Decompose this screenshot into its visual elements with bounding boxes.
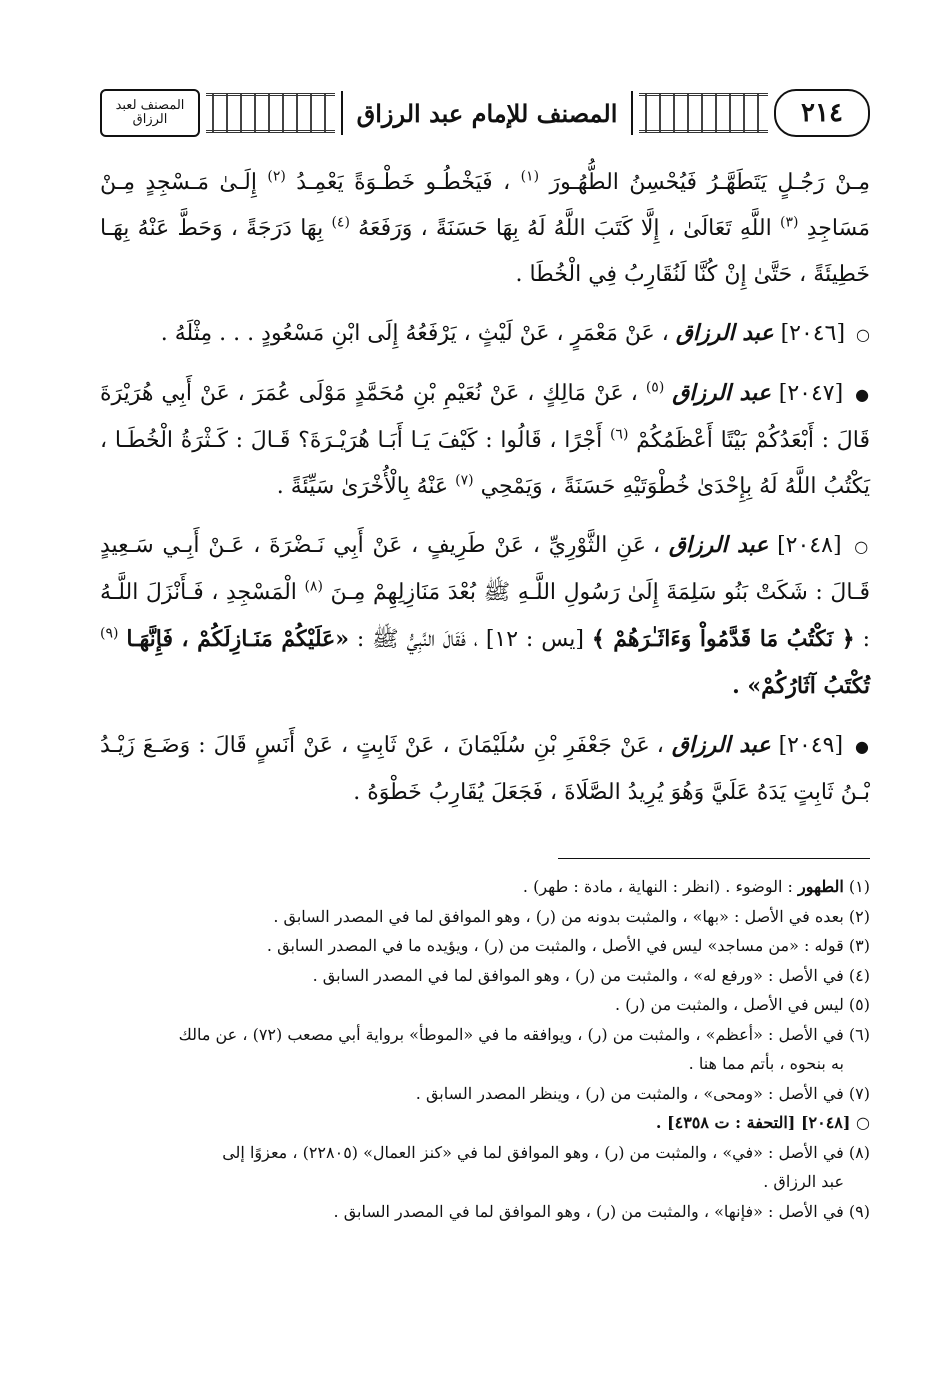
text-segment: ، عَنْ مَالِكٍ ، عَنْ نُعَيْمِ بْنِ مُحَمَّدٍ مَوْلَى عُمَرَ ، عَنْ أَبِي هُرَيْرَةَ قَالَ : أَبْعَدُكُمْ بَيْتًا أَعْظَمُكُمْ (100, 381, 870, 453)
footnote-7: (٧) في الأصل : «ومحى» ، والمثبت من (ر) ، وينظر المصدر السابق . (415, 1083, 870, 1103)
filled-circle-marker: ● (855, 385, 870, 404)
footnotes (100, 872, 870, 1226)
verse-reference: [يس : ١٢] (485, 627, 584, 652)
footnote-ref[interactable]: (١) (520, 168, 540, 185)
hadith-number: [٢٠٤٨] (777, 533, 842, 558)
text-segment: ، عَنِ الثَّوْرِيِّ ، عَنْ طَرِيفٍ ، عَنْ أَبِي نَـضْرَةَ ، عَـنْ أَبِـي سَـعِيدٍ قَـالَ : شَكَتْ بَنُو سَلِمَةَ إِلَىٰ رَسُولِ اللَّـهِ ﷺ بُعْدَ مَنَازِلِهِمْ مِـنَ (100, 533, 870, 605)
narrator-name: عبد الرزاق (675, 320, 774, 346)
text-segment: عَنْهُ بِالْأُخْرَىٰ سَيِّئَةً . (276, 474, 449, 499)
hadith-2048 (100, 522, 870, 710)
text-segment: الْمَسْجِدِ ، فَـأَنْزَلَ اللَّـهُ : (100, 580, 870, 652)
narrator-name: عبد الرزاق (671, 732, 771, 758)
footnote-2: (٢) بعده في الأصل : «بها» ، والمثبت بدونه من (ر) ، وهو الموافق لما في المصدر السابق . (273, 906, 870, 926)
footnote-ref[interactable]: (٣) (780, 214, 799, 231)
footnote-ref[interactable]: (٤) (331, 214, 350, 231)
text-segment: ، فَقَالَ النَّبِيُّ ﷺ : (356, 627, 478, 652)
footnote-term: الطهور (798, 877, 844, 896)
tuhfa-reference: ○ [٢٠٤٨] [التحفة : ت ٤٣٥٨] . (655, 1113, 870, 1132)
hadith-2046 (100, 310, 870, 358)
page-header (100, 88, 870, 138)
footnote-9: (٩) في الأصل : «فإنها» ، والمثبت من (ر) ، وهو الموافق لما في المصدر السابق . (333, 1201, 870, 1221)
footnote-8: (٨) في الأصل : «في» ، والمثبت من (ر) ، وهو الموافق لما في «كنز العمال» (٢٢٨٠٥) ، معزوًا إلى (222, 1142, 870, 1162)
header-ornament-left (206, 93, 335, 133)
text-segment: بِهَا دَرَجَةً ، وَحَطَّ عَنْهُ بِهَـا خَطِيئَةً ، حَتَّىٰ إِنْ كُنَّا لَنُقَارِبُ فِي الْخُطَا . (100, 216, 870, 287)
book-title: المصنف للإمام عبد الرزاق (341, 91, 634, 135)
filled-circle-marker: ● (855, 737, 870, 756)
text-segment: إِلَـىٰ مَـسْجِدٍ مِـنْ مَسَاجِدِ (100, 170, 870, 241)
text-segment: ، فَيَخْطُـو خَطْـوَةً يَعْمِـدُ (296, 170, 511, 195)
footnote-6-continuation: به بنحوه ، بأتم مما هنا . (688, 1054, 844, 1073)
text-segment: أَجْرًا ، قَالُوا : كَيْفَ يَـا أَبَـا هُرَيْـرَةَ؟ قَـالَ : كَـثْرَةُ الْخُطَـا ، يَكْتُبُ اللَّهُ لَهُ بِإِحْدَىٰ خُطْوَتَيْهِ حَسَنَةً ، وَيَمْحِي (100, 428, 870, 499)
footnote-1 (100, 872, 870, 902)
hadith-number: [٢٠٤٧] (778, 381, 844, 406)
footnote-text: : الوضوء . (انظر : النهاية ، مادة : طهر) . (522, 877, 793, 896)
text-segment: ، عَنْ مَعْمَرٍ ، عَنْ لَيْثٍ ، يَرْفَعُهُ إِلَى ابْنِ مَسْعُودٍ . . . مِثْلَهُ . (160, 321, 669, 346)
prophetic-saying: «عَلَيْكُمْ مَنَـازِلَكُمْ ، فَإِنَّهَـا (126, 626, 349, 652)
book-seal: المصنف لعبد الرزاق (100, 89, 200, 137)
hollow-circle-marker: ○ (856, 325, 870, 344)
footnote-4: (٤) في الأصل : «ورفع له» ، والمثبت من (ر) ، وهو الموافق لما في المصدر السابق . (312, 965, 870, 985)
paragraph-continuation (100, 160, 870, 298)
quran-verse: ﴿ نَكْتُبُ مَا قَدَّمُواْ وَءَاثَـٰرَهُمْ ﴾ (591, 626, 855, 652)
hadith-2049 (100, 722, 870, 816)
hadith-number: [٢٠٤٩] (778, 733, 844, 758)
footnote-3: (٣) قوله : «من مساجد» ليس في الأصل ، والمثبت من (ر) ، ويؤيده ما في المصدر السابق . (266, 936, 870, 955)
hadith-number: [٢٠٤٦] (780, 321, 846, 346)
footnote-ref[interactable]: (٥) (645, 379, 665, 396)
hadith-2047 (100, 370, 870, 510)
footnote-ref[interactable]: (٧) (455, 472, 474, 489)
text-segment: ، عَنْ جَعْفَرِ بْنِ سُلَيْمَانَ ، عَنْ ثَابِتٍ ، عَنْ أَنَسٍ قَالَ : وَضَـعَ زَيْـدُ بْـنُ ثَابِتٍ يَدَهُ عَلَيَّ وَهُوَ يُرِيدُ الصَّلَاةَ ، فَجَعَلَ يُقَارِبُ خَطْوَهُ . (100, 733, 870, 805)
narrator-name: عبد الرزاق (668, 532, 769, 558)
text-segment: اللَّهِ تَعَالَىٰ ، إِلَّا كَتَبَ اللَّهُ لَهُ بِهَا حَسَنَةً ، وَرَفَعَهُ (358, 216, 772, 241)
main-text (100, 160, 870, 828)
footnote-number: (١) (848, 877, 870, 896)
header-ornament-right (639, 93, 768, 133)
footnote-6: (٦) في الأصل : «أعظم» ، والمثبت من (ر) ، ويوافقه ما في «الموطأ» برواية أبي مصعب (٧٢) ، عن مالك (178, 1024, 870, 1044)
footnote-5: (٥) ليس في الأصل ، والمثبت من (ر) . (614, 995, 870, 1014)
footnote-divider (558, 858, 870, 859)
footnote-ref[interactable]: (٢) (267, 168, 286, 185)
footnote-ref[interactable]: (٨) (304, 578, 323, 595)
footnote-ref[interactable]: (٦) (609, 426, 629, 443)
prophetic-saying: تُكْتَبُ آثَارُكُمْ» . (732, 673, 870, 699)
hollow-circle-marker: ○ (854, 537, 870, 556)
text-segment: مِـنْ رَجُـلٍ يَتَطَهَّـرُ فَيُحْسِنُ الطُّهُـورَ (549, 170, 871, 195)
footnote-ref[interactable]: (٩) (100, 625, 119, 642)
narrator-name: عبد الرزاق (672, 380, 771, 406)
page-number: ٢١٤ (774, 89, 870, 137)
footnote-8-continuation: عبد الرزاق . (763, 1172, 844, 1191)
